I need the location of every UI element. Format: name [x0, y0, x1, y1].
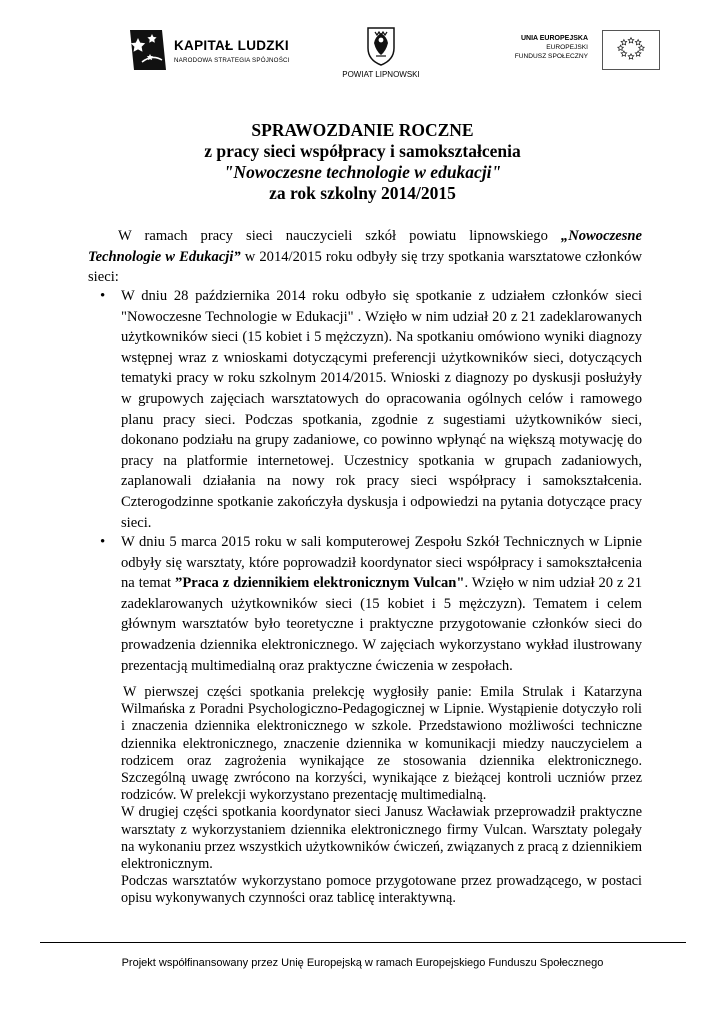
ue-logo	[490, 30, 660, 70]
ue-text	[515, 34, 588, 61]
kapital-ludzki-emblem-icon	[128, 28, 168, 72]
document-title	[0, 120, 725, 204]
bullet-icon: •	[100, 534, 106, 550]
bullet-paragraph-2	[121, 532, 642, 676]
intro-before: W ramach pracy sieci nauczycieli szkół powiatu lipnowskiego	[118, 228, 561, 244]
bullet-icon: •	[100, 288, 106, 304]
bullet-paragraph-1: W dniu 28 października 2014 roku odbyło się spotkanie z udziałem członków sieci "Nowoczesne Technologie w Edukacji" . Wzięło w nim udział 20 z 21 zadeklarowanych użytkowników sieci (15 kobiet i 5 mężczyzn). Na spotkaniu omówiono wyniki diagnozy wstępnej wraz z wnioskami dotyczącymi preferencji użytkowników sieci, dotyczących tematyki pracy w roku szkolnym 2014/2015. Wnioski z diagnozy po dyskusji posłużyły w grupowych zajęciach warsztatowych do opracowania ogólnych celów i ramowego planu pracy sieci. Podczas spotkania, zgodnie z sugestiami użytkowników sieci, dokonano podziału na grupy zadaniowe, co powinno wpłynąć na większą motywację do pracy na platformie internetowej. Uczestnicy spotkania w grupach zadaniowych, zaplanowali działania na nowy rok pracy sieci współpracy i samokształcenia. Czterogodzinne spotkanie zakończyła dyskusja i odpowiedzi na pytania dotyczące pracy sieci.	[121, 288, 642, 531]
eu-flag-icon	[602, 30, 660, 70]
kapital-ludzki-subtitle: NARODOWA STRATEGIA SPÓJNOŚCI	[174, 57, 290, 64]
kapital-ludzki-title: KAPITAŁ LUDZKI	[174, 38, 289, 53]
workshop-details	[121, 684, 642, 908]
details-paragraph-1: W pierwszej części spotkania prelekcję wygłosiły panie: Emila Strulak i Katarzyna Wilmańska z Poradni Psychologiczno-Pedagogicznej w Lipnie. Wystąpienie dotyczyło roli i znaczenia dziennika elektronicznego w szkole. Przedstawiono możliwości techniczne dziennika elektronicznego, znaczenie dziennika w komunikacji miedzy nauczycielem a rodzicem oraz zagrożenia wynikające ze stosowania dziennika elektronicznego. Szczególną uwagę zwrócono na korzyści, wynikające z bieżącej kontroli uczniów przez rodziców. W prelekcji wykorzystano prezentację multimedialną.	[121, 684, 642, 804]
powiat-label: POWIAT LIPNOWSKI	[342, 70, 420, 79]
intro-after: w 2014/2015 roku odbyły się trzy spotkania warsztatowe członków sieci:	[88, 248, 642, 286]
powiat-logo	[336, 26, 426, 79]
bullet2-after: . Wzięło w nim udział 20 z 21 zadeklarowanych użytkowników sieci (15 kobiet i 5 mężczyzn). Tematem i celem głównym warsztatów było teoretyczne i praktyczne przygotowanie członków sieci do prowadzenia dziennika elektronicznego. W zajęciach wykorzystano wykład ilustrowany prezentacją multimedialną oraz praktyczne ćwiczenia w zespołach.	[121, 575, 642, 674]
footer-text: Projekt współfinansowany przez Unię Europejską w ramach Europejskiego Funduszu Społecznego	[121, 957, 604, 969]
title-line1: SPRAWOZDANIE ROCZNE	[251, 120, 474, 140]
bullet2-topic: ”Praca z dziennikiem elektronicznym Vulcan"	[175, 575, 465, 592]
title-line4: za rok szkolny 2014/2015	[269, 183, 456, 203]
ue-line2: EUROPEJSKI	[546, 44, 588, 51]
title-line3: "Nowoczesne technologie w edukacji"	[223, 162, 502, 182]
details-paragraph-3: Podczas warsztatów wykorzystano pomoce przygotowane przez prowadzącego, w postaci opisu wykonywanych czynności oraz tablicę interaktywną.	[121, 873, 642, 907]
ue-line1: UNIA EUROPEJSKA	[520, 35, 588, 42]
footer-divider	[40, 942, 686, 943]
title-line2: z pracy sieci współpracy i samokształcenia	[204, 141, 521, 161]
intro-network-name: „Nowoczesne Technologie w Edukacji”	[88, 228, 642, 265]
ue-line3: FUNDUSZ SPOŁECZNY	[514, 53, 588, 60]
header-logos	[0, 0, 725, 100]
kapital-ludzki-logo	[128, 28, 298, 78]
bullet2-before: W dniu 5 marca 2015 roku w sali komputerowej Zespołu Szkół Technicznych w Lipnie odbyły się warsztaty, które poprowadził koordynator sieci współpracy i samokształcenia na temat	[121, 534, 642, 592]
intro-paragraph	[88, 226, 642, 288]
details-paragraph-2: W drugiej części spotkania koordynator sieci Janusz Wacławiak przeprowadził praktyczne warsztaty z wykorzystaniem dziennika elektronicznego firmy Vulcan. Warsztaty polegały na wykonaniu przez wszystkich użytkowników ćwiczeń, związanych z pracą z dziennikiem elektronicznym.	[121, 804, 642, 873]
powiat-crest-icon	[366, 26, 396, 66]
